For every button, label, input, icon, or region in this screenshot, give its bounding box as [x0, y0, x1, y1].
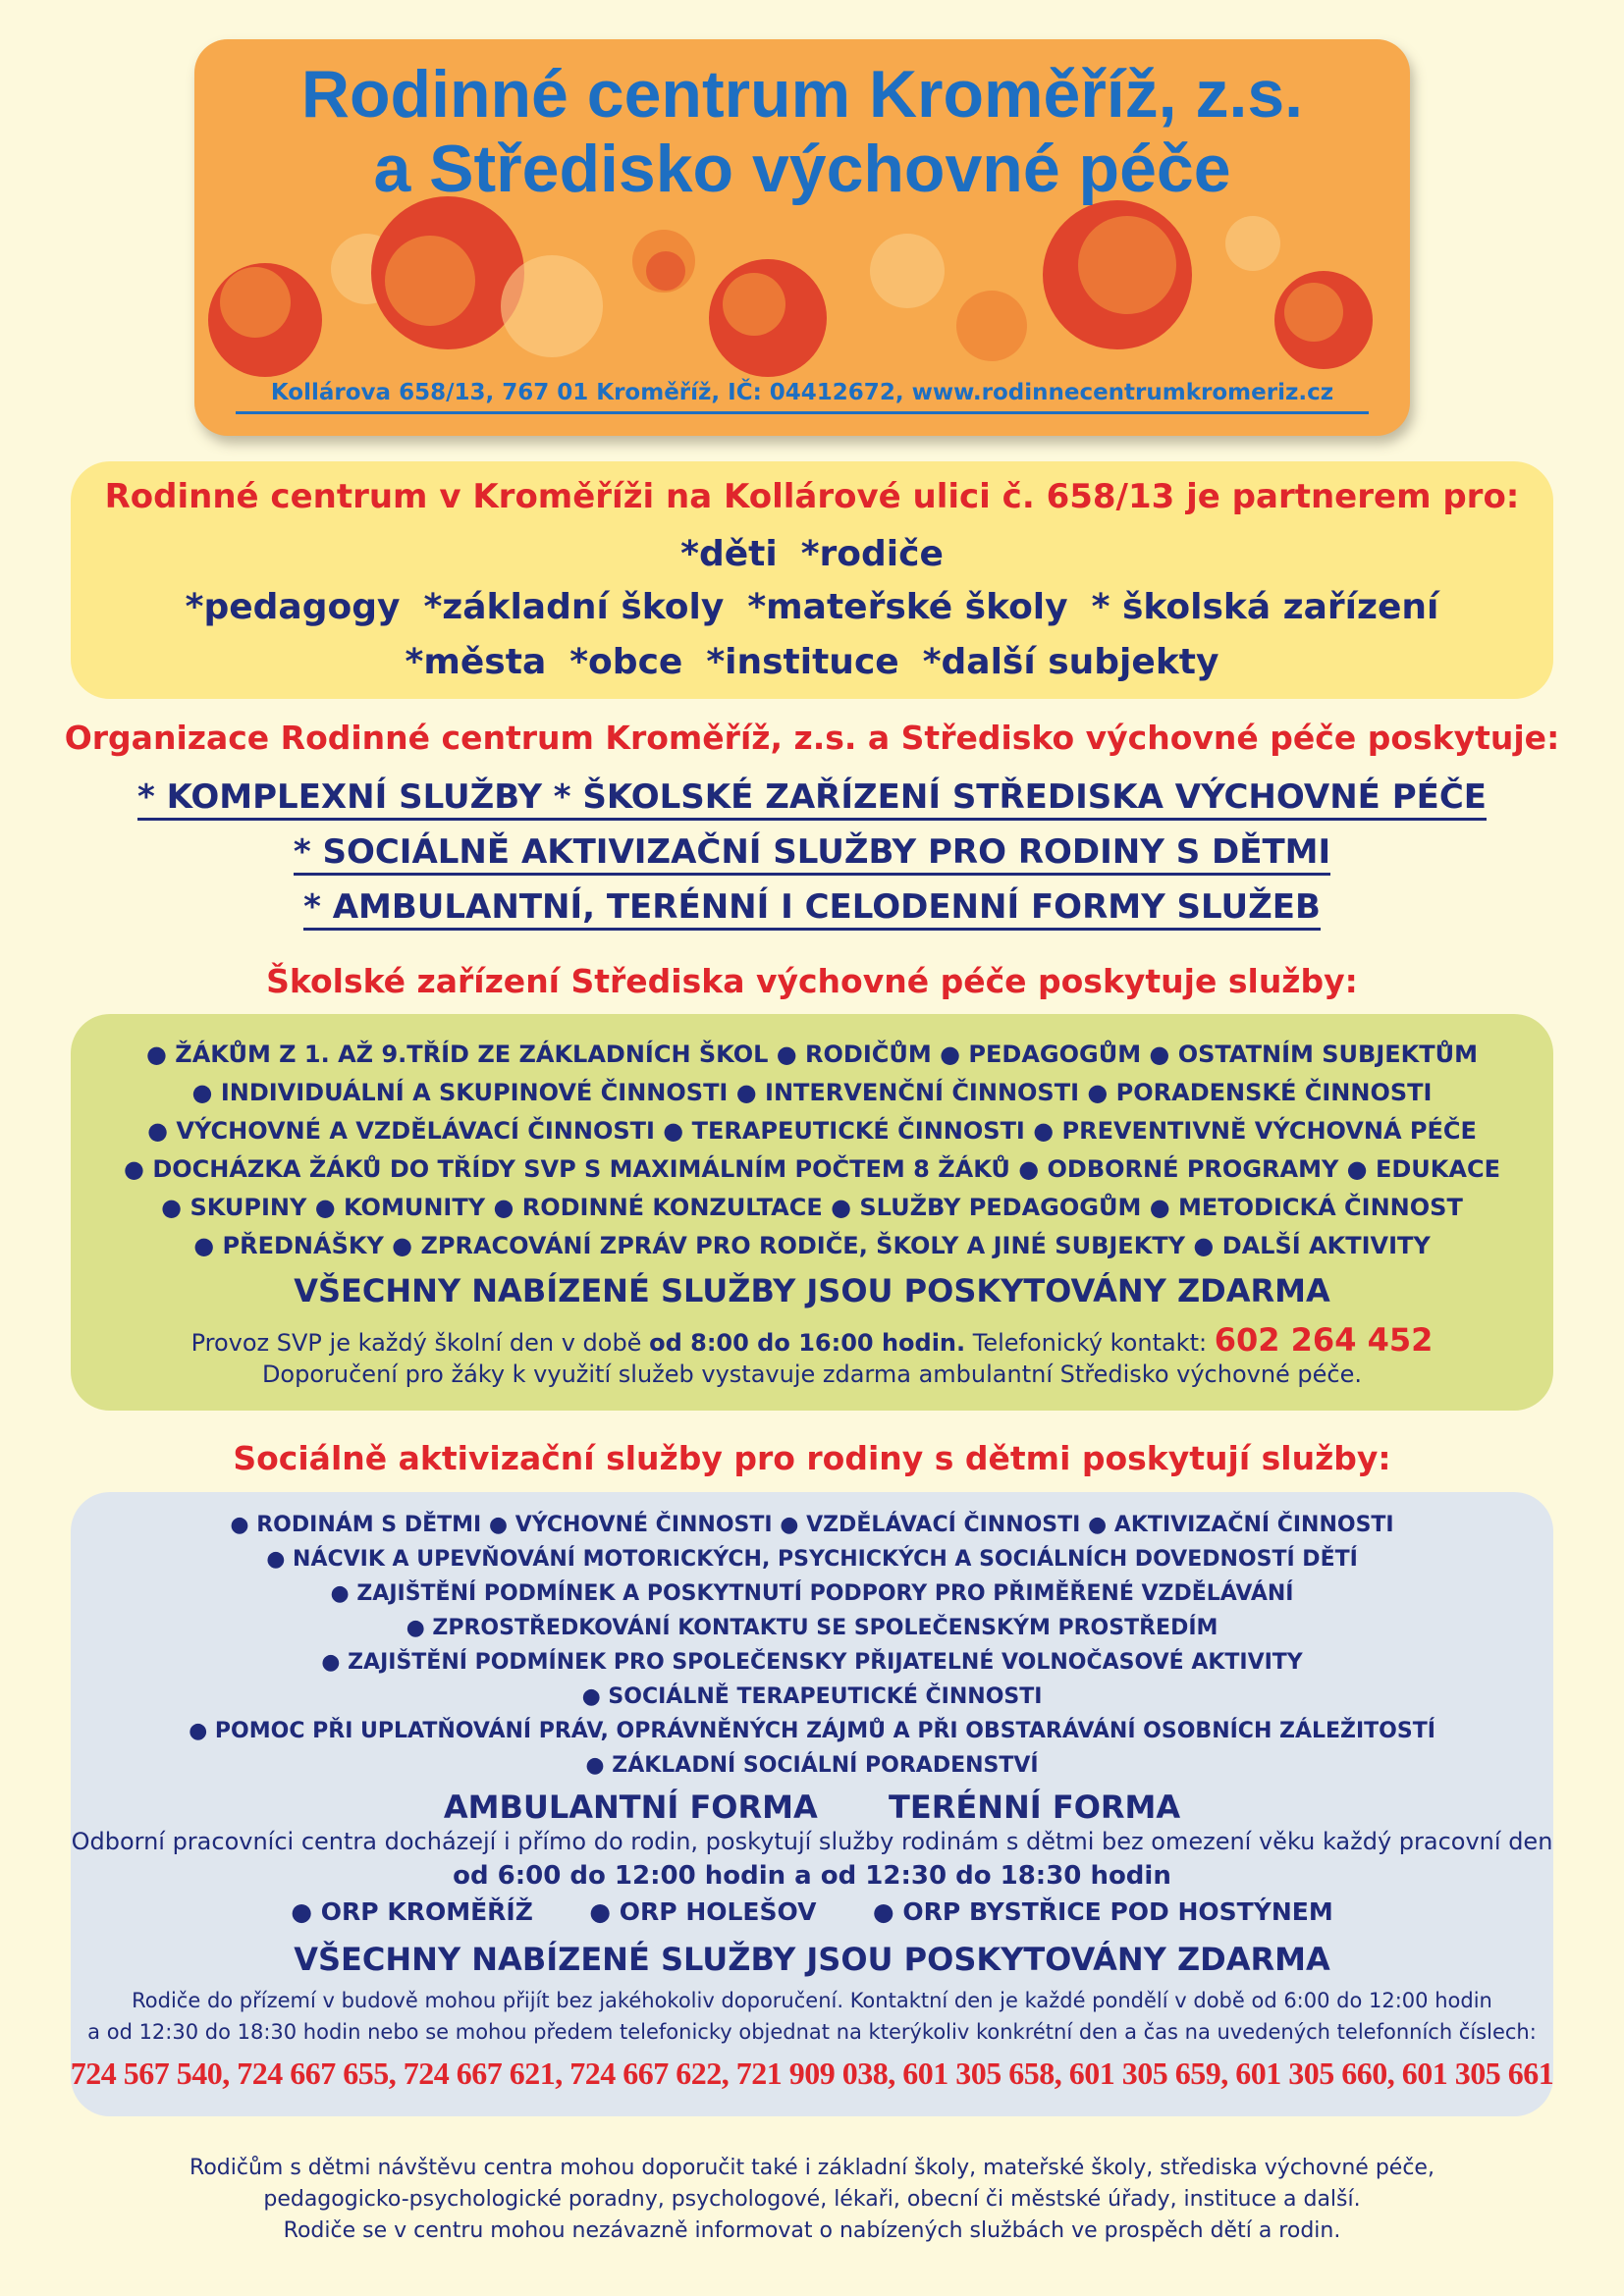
svp-hours-prefix: Provoz SVP je každý školní den v době [190, 1329, 642, 1357]
address-separator: , [894, 380, 904, 405]
orp-item: ● ORP HOLEŠOV [589, 1897, 817, 1926]
svp-service-line: ● VÝCHOVNÉ A VZDĚLÁVACÍ ČINNOSTI ● TERAPEUTICKÉ ČINNOSTI ● PREVENTIVNĚ VÝCHOVNÁ PÉČE [147, 1117, 1477, 1145]
form-field: TERÉNNÍ FORMA [889, 1789, 1181, 1826]
svp-service-line: ● SKUPINY ● KOMUNITY ● RODINNÉ KONZULTACE ● SLUŽBY PEDAGOGŮM ● METODICKÁ ČINNOST [161, 1194, 1463, 1221]
partner-item: *instituce [706, 642, 899, 682]
orp-item: ● ORP BYSTŘICE POD HOSTÝNEM [872, 1897, 1333, 1926]
address-text: Kollárova 658/13, 767 01 Kroměříž, IČ: 04412672 [270, 380, 895, 405]
orp-item: ● ORP KROMĚŘÍŽ [291, 1897, 533, 1926]
footer-line: pedagogicko-psychologické poradny, psychologové, lékaři, obecní či městské úřady, instituce a další. [263, 2187, 1361, 2212]
organization-line [0, 887, 1624, 927]
svp-free-notice: VŠECHNY NABÍZENÉ SLUŽBY JSOU POSKYTOVÁNY ZDARMA [294, 1272, 1330, 1309]
organization-title: Organizace Rodinné centrum Kroměříž, z.s. a Středisko výchovné péče poskytuje: [64, 719, 1560, 757]
partner-line-3 [0, 642, 1624, 682]
sas-field-text: Odborní pracovníci centra docházejí i přímo do rodin, poskytují služby rodinám s dětmi bez omezení věku každý pracovní den [71, 1828, 1553, 1855]
svp-service-line: ● PŘEDNÁŠKY ● ZPRACOVÁNÍ ZPRÁV PRO RODIČE, ŠKOLY A JINÉ SUBJEKTY ● DALŠÍ AKTIVITY [193, 1232, 1431, 1259]
svp-contact-label: Telefonický kontakt: [972, 1329, 1208, 1357]
partner-item: *města [405, 642, 547, 682]
bubble [501, 255, 603, 357]
bubble [385, 236, 475, 326]
bubble [1284, 283, 1343, 342]
footer-line: Rodičům s dětmi návštěvu centra mohou doporučit také i základní školy, mateřské školy, střediska výchovné péče, [189, 2156, 1435, 2180]
sas-phone-numbers[interactable]: 724 567 540, 724 667 655, 724 667 621, 724 667 622, 721 909 038, 601 305 658, 601 305 659, 601 305 660, 601 305 661 [70, 2056, 1554, 2091]
header-title-line2: a Středisko výchovné péče [373, 132, 1231, 206]
sas-service-line: ● ZAJIŠTĚNÍ PODMÍNEK A POSKYTNUTÍ PODPORY PRO PŘIMĚŘENÉ VZDĚLÁVÁNÍ [330, 1581, 1294, 1606]
partner-line-1 [0, 534, 1624, 574]
sas-service-line: ● SOCIÁLNĚ TERAPEUTICKÉ ČINNOSTI [581, 1684, 1043, 1709]
partner-item: *mateřské školy [747, 587, 1068, 627]
partner-item: * školská zařízení [1091, 587, 1439, 627]
website-link[interactable]: www.rodinnecentrumkromeriz.cz [911, 380, 1334, 405]
bubble [956, 291, 1027, 361]
partner-title: Rodinné centrum v Kroměříži na Kollárové ulici č. 658/13 je partnerem pro: [104, 477, 1520, 516]
sas-service-line: ● ZAJIŠTĚNÍ PODMÍNEK PRO SPOLEČENSKY PŘIJATELNÉ VOLNOČASOVÉ AKTIVITY [321, 1650, 1303, 1675]
partner-item: *obce [569, 642, 683, 682]
partner-item: *pedagogy [185, 587, 401, 627]
organization-line [0, 832, 1624, 872]
sas-field-hours: od 6:00 do 12:00 hodin a od 12:30 do 18:30 hodin [453, 1861, 1171, 1891]
bubble [646, 251, 685, 291]
header-address-line [236, 378, 1369, 414]
svp-phone[interactable]: 602 264 452 [1214, 1321, 1434, 1359]
svp-recommendation: Doporučení pro žáky k využití služeb vystavuje zdarma ambulantní Středisko výchovné péče. [261, 1361, 1363, 1388]
sas-info-line: Rodiče do přízemí v budově mohou přijít bez jakéhokoliv doporučení. Kontaktní den je každé pondělí v době od 6:00 do 12:00 hodin [132, 1989, 1492, 2012]
partner-line-2 [0, 587, 1624, 627]
bubble [870, 234, 945, 308]
sas-service-line: ● ZÁKLADNÍ SOCIÁLNÍ PORADENSTVÍ [585, 1753, 1039, 1778]
sas-service-line: ● ZPROSTŘEDKOVÁNÍ KONTAKTU SE SPOLEČENSKÝM PROSTŘEDÍM [406, 1616, 1218, 1640]
partner-item: *základní školy [423, 587, 725, 627]
organization-line-text: * KOMPLEXNÍ SLUŽBY * ŠKOLSKÉ ZAŘÍZENÍ STŘEDISKA VÝCHOVNÉ PÉČE [137, 777, 1487, 821]
header-title-line1: Rodinné centrum Kroměříž, z.s. [300, 57, 1304, 132]
svp-hours-time: od 8:00 do 16:00 hodin. [649, 1329, 966, 1357]
sas-service-line: ● NÁCVIK A UPEVŇOVÁNÍ MOTORICKÝCH, PSYCHICKÝCH A SOCIÁLNÍCH DOVEDNOSTÍ DĚTÍ [266, 1547, 1358, 1572]
sas-orp-line [0, 1897, 1624, 1926]
organization-line-text: * AMBULANTNÍ, TERÉNNÍ I CELODENNÍ FORMY SLUŽEB [303, 887, 1321, 931]
svp-service-line: ● ŽÁKŮM Z 1. AŽ 9.TŘÍD ZE ZÁKLADNÍCH ŠKOL ● RODIČŮM ● PEDAGOGŮM ● OSTATNÍM SUBJEKTŮM [146, 1041, 1478, 1068]
partner-item: *rodiče [800, 534, 944, 574]
sas-forms [0, 1789, 1624, 1826]
svp-service-line: ● INDIVIDUÁLNÍ A SKUPINOVÉ ČINNOSTI ● INTERVENČNÍ ČINNOSTI ● PORADENSKÉ ČINNOSTI [191, 1079, 1433, 1106]
form-ambulant: AMBULANTNÍ FORMA [443, 1789, 818, 1826]
organization-line [0, 777, 1624, 817]
sas-free-notice: VŠECHNY NABÍZENÉ SLUŽBY JSOU POSKYTOVÁNY ZDARMA [294, 1941, 1330, 1978]
partner-item: *děti [680, 534, 778, 574]
header-banner [194, 39, 1410, 436]
svp-service-line: ● DOCHÁZKA ŽÁKŮ DO TŘÍDY SVP S MAXIMÁLNÍM POČTEM 8 ŽÁKŮ ● ODBORNÉ PROGRAMY ● EDUKACE [124, 1155, 1500, 1183]
sas-service-line: ● RODINÁM S DĚTMI ● VÝCHOVNÉ ČINNOSTI ● VZDĚLÁVACÍ ČINNOSTI ● AKTIVIZAČNÍ ČINNOSTI [230, 1513, 1394, 1537]
organization-line-text: * SOCIÁLNĚ AKTIVIZAČNÍ SLUŽBY PRO RODINY S DĚTMI [294, 832, 1330, 876]
sas-service-line: ● POMOC PŘI UPLATŇOVÁNÍ PRÁV, OPRÁVNĚNÝCH ZÁJMŮ A PŘI OBSTARÁVÁNÍ OSOBNÍCH ZÁLEŽITOSTÍ [189, 1719, 1435, 1743]
bubble [220, 267, 291, 338]
footer-line: Rodiče se v centru mohou nezávazně informovat o nabízených službách ve prospěch dětí a rodin. [283, 2218, 1341, 2243]
svp-hours-line [0, 1321, 1624, 1359]
sas-title: Sociálně aktivizační služby pro rodiny s dětmi poskytují služby: [233, 1439, 1391, 1477]
bubble [723, 273, 785, 336]
sas-info-line: a od 12:30 do 18:30 hodin nebo se mohou předem telefonicky objednat na kterýkoliv konkrétní den a čas na uvedených telefonních číslech: [87, 2020, 1537, 2044]
bubble [1078, 216, 1176, 314]
bubble [1225, 216, 1280, 271]
svp-title: Školské zařízení Střediska výchovné péče poskytuje služby: [266, 962, 1358, 1000]
partner-item: *další subjekty [922, 642, 1219, 682]
